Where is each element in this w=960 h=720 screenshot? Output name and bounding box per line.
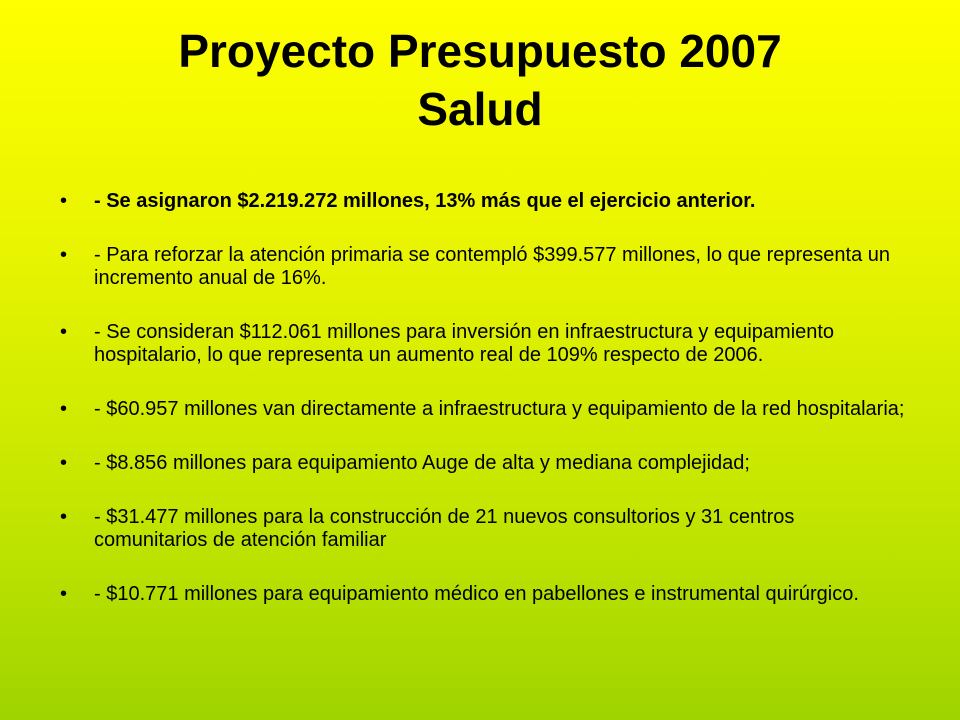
bullet-icon: • [60, 244, 68, 266]
bullet-item-medical-equipment [58, 583, 908, 606]
bullet-icon: • [60, 506, 68, 528]
bullet-text: - $10.771 millones para equipamiento médico en pabellones e instrumental quirúrgico. [94, 583, 859, 605]
slide-title-line-1: Proyecto Presupuesto 2007 [178, 25, 782, 77]
bullet-icon: • [60, 398, 68, 420]
bullet-icon: • [60, 583, 68, 605]
bullet-item-primary-care [58, 244, 908, 290]
bullet-list [58, 190, 908, 637]
bullet-item-total-budget [58, 190, 908, 213]
bullet-item-hospital-network [58, 398, 908, 421]
bullet-text: - $8.856 millones para equipamiento Auge de alta y mediana complejidad; [94, 452, 750, 474]
bullet-text: - $60.957 millones van directamente a infraestructura y equipamiento de la red hospitalaria; [94, 398, 905, 420]
bullet-icon: • [60, 321, 68, 343]
bullet-text: - Se asignaron $2.219.272 millones, 13% más que el ejercicio anterior. [94, 190, 756, 212]
bullet-text: - $31.477 millones para la construcción de 21 nuevos consultorios y 31 centros comunitarios de atención familiar [94, 506, 795, 551]
bullet-icon: • [60, 190, 68, 212]
slide-title-line-2: Salud [417, 83, 543, 135]
slide-title [0, 22, 960, 138]
bullet-item-auge-equipment [58, 452, 908, 475]
bullet-item-infrastructure [58, 321, 908, 367]
bullet-icon: • [60, 452, 68, 474]
bullet-text: - Se consideran $112.061 millones para inversión en infraestructura y equipamiento hospitalario, lo que representa un aumento real de 109% respecto de 2006. [94, 321, 835, 366]
bullet-item-new-clinics [58, 506, 908, 552]
bullet-text: - Para reforzar la atención primaria se contempló $399.577 millones, lo que representa un incremento anual de 16%. [94, 244, 890, 289]
